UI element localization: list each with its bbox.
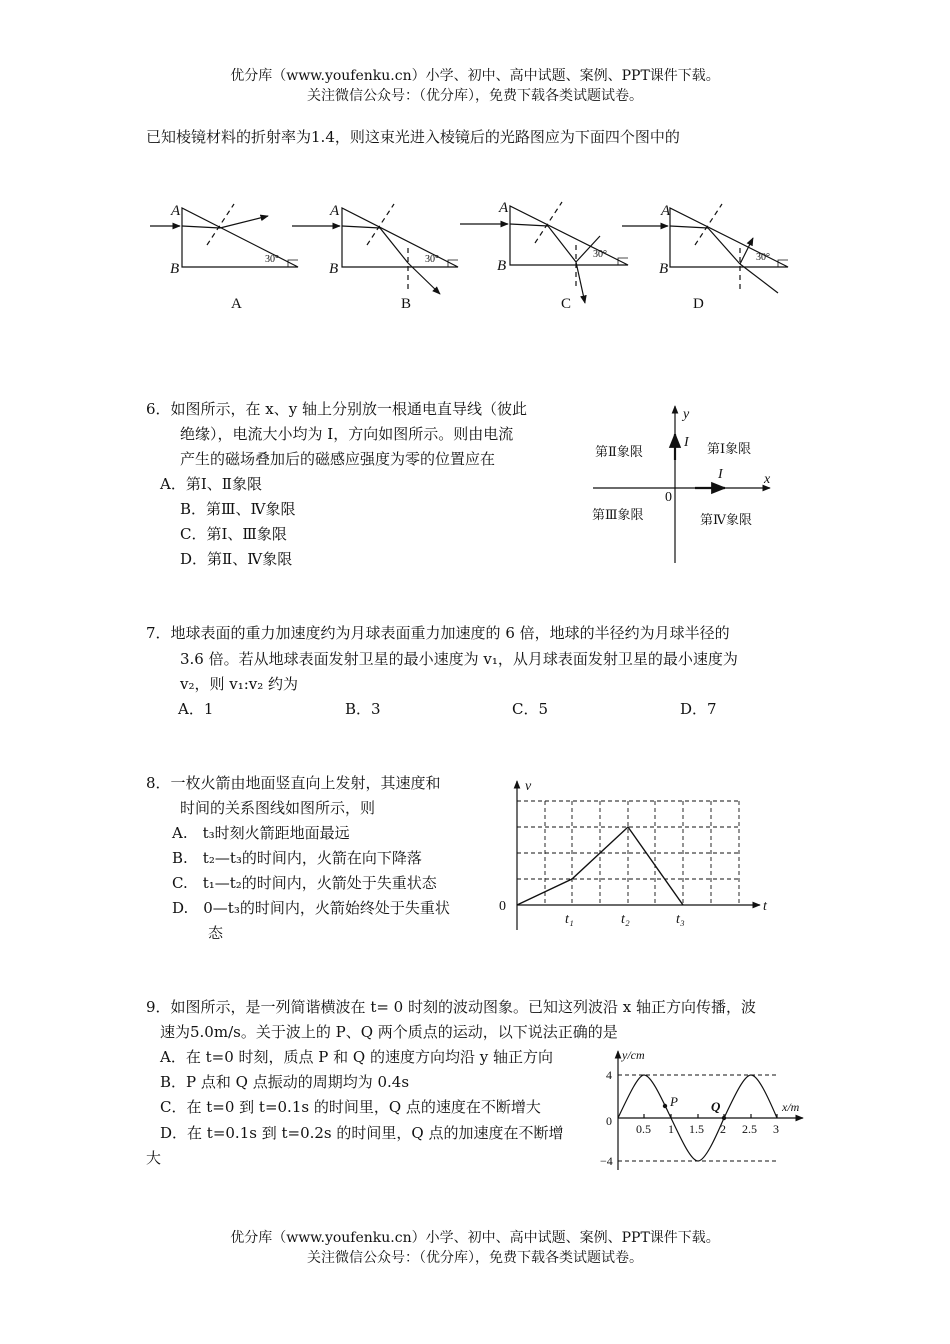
header-line-2: 关注微信公众号：（优分库），免费下载各类试题试卷。 bbox=[307, 88, 643, 104]
prism-c-label: C bbox=[561, 296, 572, 312]
prism-b-angle: 30° bbox=[425, 254, 439, 265]
q9-option-a: A．在 t=0 时刻，质点 P 和 Q 的速度方向均沿 y 轴正方向 bbox=[160, 1048, 553, 1066]
prism-fig-d bbox=[622, 204, 788, 293]
q8-line-2: 时间的关系图线如图所示，则 bbox=[180, 799, 376, 817]
prism-a-label: A bbox=[231, 296, 242, 312]
quadrant-4: 第Ⅳ象限 bbox=[700, 512, 752, 527]
axis-x-label: x bbox=[764, 472, 771, 487]
t-axis-label: t bbox=[763, 899, 767, 914]
q7-option-a: A．1 bbox=[178, 700, 214, 718]
q8-option-a: A. t₃时刻火箭距地面最远 bbox=[172, 824, 350, 842]
prism-b-vertex-b: B bbox=[329, 261, 339, 277]
footer-line-1: 优分库（www.youfenku.cn）小学、初中、高中试题、案例、PPT课件下载。 bbox=[230, 1230, 720, 1246]
tick-3: 3 bbox=[773, 1122, 779, 1136]
prism-d-angle: 30° bbox=[756, 252, 770, 263]
q5-stem: 已知棱镜材料的折射率为1.4，则这束光进入棱镜后的光路图应为下面四个图中的 bbox=[146, 128, 680, 146]
prism-d-vertex-b: B bbox=[659, 261, 669, 277]
q7-option-b: B．3 bbox=[345, 700, 381, 718]
prism-d-vertex-a: A bbox=[661, 203, 671, 219]
q9-line-2: 速为5.0m/s。关于波上的 P、Q 两个质点的运动，以下说法正确的是 bbox=[160, 1023, 618, 1041]
prism-a-vertex-b: B bbox=[170, 261, 180, 277]
y-pos-label: 4 bbox=[606, 1068, 612, 1082]
q7-line-1: 7．地球表面的重力加速度约为月球表面重力加速度的 6 倍，地球的半径约为月球半径的 bbox=[146, 624, 730, 642]
v-axis-label: v bbox=[525, 779, 532, 794]
t2-label: t₂ bbox=[621, 912, 630, 927]
origin-label: 0 bbox=[499, 899, 506, 914]
q7-line-3: v₂，则 v₁:v₂ 约为 bbox=[180, 675, 299, 693]
current-y-label: I bbox=[684, 435, 689, 450]
quadrant-1: 第Ⅰ象限 bbox=[707, 441, 752, 456]
q8-option-d-cont: 态 bbox=[208, 924, 224, 942]
tick-2: 2 bbox=[720, 1122, 726, 1136]
origin-label: 0 bbox=[665, 490, 672, 505]
prism-a-vertex-a: A bbox=[171, 203, 181, 219]
q9-wave-figure bbox=[598, 1045, 813, 1175]
q9-option-c: C．在 t=0 到 t=0.1s 的时间里，Q 点的速度在不断增大 bbox=[160, 1098, 541, 1116]
q7-line-2: 3.6 倍。若从地球表面发射卫星的最小速度为 v₁，从月球表面发射卫星的最小速度为 bbox=[180, 650, 738, 668]
point-p-label: P bbox=[670, 1094, 678, 1109]
tick-2-5: 2.5 bbox=[742, 1122, 757, 1136]
q7-option-d: D．7 bbox=[680, 700, 717, 718]
tick-0-5: 0.5 bbox=[636, 1122, 651, 1136]
point-q-label: Q bbox=[711, 1099, 721, 1114]
prism-c-vertex-a: A bbox=[499, 200, 509, 216]
prism-fig-b bbox=[292, 204, 458, 294]
t1-label: t₁ bbox=[565, 912, 574, 927]
prism-c-angle: 30° bbox=[593, 249, 607, 260]
quadrant-3: 第Ⅲ象限 bbox=[592, 507, 644, 522]
q9-line-1: 9．如图所示，是一列简谐横波在 t= 0 时刻的波动图象。已知这列波沿 x 轴正方向传播，波 bbox=[146, 998, 756, 1016]
t3-label: t₃ bbox=[676, 912, 685, 927]
current-x-label: I bbox=[718, 467, 723, 482]
q9-option-d: D．在 t=0.1s 到 t=0.2s 的时间里，Q 点的加速度在不断增 bbox=[160, 1124, 564, 1142]
q6-option-d: D．第Ⅱ、Ⅳ象限 bbox=[180, 550, 293, 568]
q6-option-c: C．第Ⅰ、Ⅲ象限 bbox=[180, 525, 287, 543]
q5-prism-figures bbox=[140, 190, 820, 320]
q6-line-3: 产生的磁场叠加后的磁感应强度为零的位置应在 bbox=[180, 450, 496, 468]
y-axis-label: y/cm bbox=[622, 1048, 645, 1062]
q6-line-2: 绝缘），电流大小均为 I，方向如图所示。则由电流 bbox=[180, 425, 514, 443]
q6-option-b: B．第Ⅲ、Ⅳ象限 bbox=[180, 500, 296, 518]
tick-1: 1 bbox=[668, 1122, 674, 1136]
q7-option-c: C．5 bbox=[512, 700, 549, 718]
y-neg-label: −4 bbox=[600, 1154, 613, 1168]
q8-option-c: C. t₁—t₂的时间内，火箭处于失重状态 bbox=[172, 874, 437, 892]
prism-b-vertex-a: A bbox=[330, 203, 340, 219]
q8-line-1: 8．一枚火箭由地面竖直向上发射，其速度和 bbox=[146, 774, 441, 792]
tick-1-5: 1.5 bbox=[689, 1122, 704, 1136]
q9-option-d-cont: 大 bbox=[146, 1149, 162, 1167]
origin-label: 0 bbox=[606, 1114, 612, 1128]
prism-a-angle: 30° bbox=[265, 254, 279, 265]
q8-option-d: D. 0—t₃的时间内，火箭始终处于失重状 bbox=[172, 899, 450, 917]
footer-line-2: 关注微信公众号：（优分库），免费下载各类试题试卷。 bbox=[307, 1250, 643, 1266]
axis-y-label: y bbox=[683, 407, 690, 422]
q9-option-b: B．P 点和 Q 点振动的周期均为 0.4s bbox=[160, 1073, 410, 1091]
x-axis-label: x/m bbox=[782, 1100, 800, 1114]
q8-velocity-time-figure bbox=[495, 775, 780, 935]
q6-option-a: A．第Ⅰ、Ⅱ象限 bbox=[160, 475, 262, 493]
quadrant-2: 第Ⅱ象限 bbox=[595, 444, 643, 459]
prism-c-vertex-b: B bbox=[497, 258, 507, 274]
q8-option-b: B. t₂—t₃的时间内，火箭在向下降落 bbox=[172, 849, 422, 867]
prism-d-label: D bbox=[693, 296, 704, 312]
header-line-1: 优分库（www.youfenku.cn）小学、初中、高中试题、案例、PPT课件下载。 bbox=[230, 68, 720, 84]
prism-b-label: B bbox=[401, 296, 412, 312]
q6-axes-figure bbox=[585, 398, 785, 568]
q6-line-1: 6．如图所示，在 x、y 轴上分别放一根通电直导线（彼此 bbox=[146, 400, 528, 418]
